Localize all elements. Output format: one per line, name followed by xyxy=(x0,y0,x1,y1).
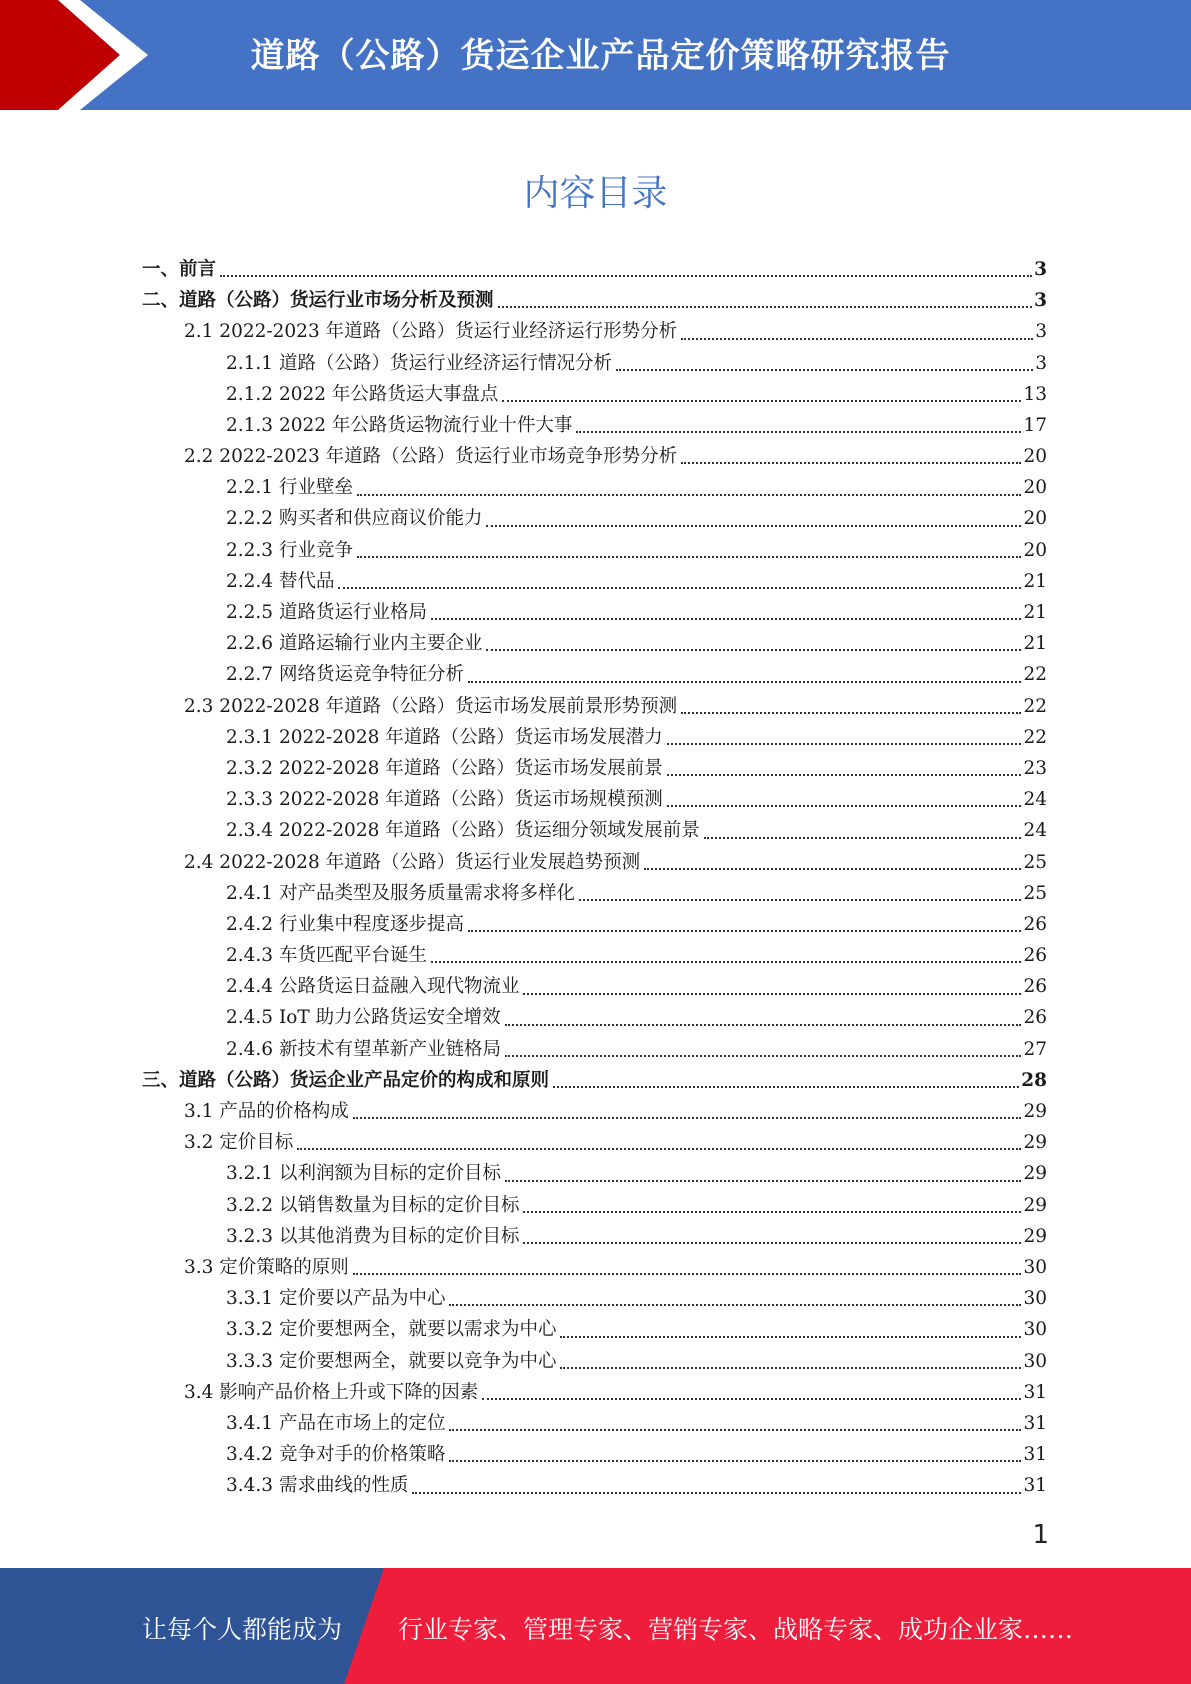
toc-entry-page: 21 xyxy=(1023,633,1047,655)
toc-entry-page: 22 xyxy=(1023,664,1047,686)
toc-entry[interactable] xyxy=(142,971,1047,1002)
toc-entry-title: 2.4.5 IoT 助力公路货运安全增效 xyxy=(226,1007,501,1029)
toc-entry[interactable] xyxy=(142,1439,1047,1470)
toc-dot-leader xyxy=(220,275,1032,277)
toc-dot-leader xyxy=(644,868,1021,870)
toc-dot-leader xyxy=(505,1180,1021,1182)
toc-entry[interactable] xyxy=(142,285,1047,316)
toc-entry-page: 17 xyxy=(1023,414,1047,436)
toc-entry-page: 24 xyxy=(1023,789,1047,811)
toc-dot-leader xyxy=(502,400,1021,402)
toc-entry-title: 3.2.2 以销售数量为目标的定价目标 xyxy=(226,1194,520,1216)
toc-entry-title: 2.4.6 新技术有望革新产业链格局 xyxy=(226,1038,501,1060)
toc-dot-leader xyxy=(523,1211,1021,1213)
toc-entry-page: 30 xyxy=(1023,1288,1047,1310)
toc-dot-leader xyxy=(505,1055,1021,1057)
toc-entry-page: 31 xyxy=(1023,1475,1047,1497)
toc-entry-title: 3.4.2 竞争对手的价格策略 xyxy=(226,1444,446,1466)
toc-entry-page: 20 xyxy=(1023,477,1047,499)
toc-entry[interactable] xyxy=(142,1283,1047,1314)
toc-dot-leader xyxy=(431,618,1021,620)
header-band xyxy=(0,0,1191,110)
toc-entry[interactable] xyxy=(142,1034,1047,1065)
toc-entry-page: 26 xyxy=(1023,945,1047,967)
toc-entry[interactable] xyxy=(142,1158,1047,1189)
toc-entry[interactable] xyxy=(142,1190,1047,1221)
toc-entry-title: 2.2.6 道路运输行业内主要企业 xyxy=(226,633,483,655)
toc-dot-leader xyxy=(468,681,1021,683)
toc-dot-leader xyxy=(704,837,1022,839)
toc-entry-page: 31 xyxy=(1023,1412,1047,1434)
toc-entry[interactable] xyxy=(142,535,1047,566)
toc-entry[interactable] xyxy=(142,1252,1047,1283)
toc-entry[interactable] xyxy=(142,1408,1047,1439)
document-title: 道路（公路）货运企业产品定价策略研究报告 xyxy=(250,36,951,76)
toc-entry-title: 三、道路（公路）货运企业产品定价的构成和原则 xyxy=(142,1069,550,1091)
toc-entry[interactable] xyxy=(142,1346,1047,1377)
toc-dot-leader xyxy=(468,930,1021,932)
toc-dot-leader xyxy=(579,899,1021,901)
toc-entry-page: 3 xyxy=(1035,352,1047,374)
toc-entry-title: 2.4.4 公路货运日益融入现代物流业 xyxy=(226,976,520,998)
toc-dot-leader xyxy=(576,431,1021,433)
toc-entry-title: 3.4 影响产品价格上升或下降的因素 xyxy=(184,1381,479,1403)
toc-entry[interactable] xyxy=(142,691,1047,722)
toc-dot-leader xyxy=(681,712,1021,714)
toc-entry[interactable] xyxy=(142,722,1047,753)
toc-entry-page: 31 xyxy=(1023,1381,1047,1403)
toc-entry-title: 2.4.2 行业集中程度逐步提高 xyxy=(226,913,464,935)
toc-entry-title: 2.4 2022-2028 年道路（公路）货运行业发展趋势预测 xyxy=(184,851,641,873)
toc-entry-page: 22 xyxy=(1023,695,1047,717)
toc-dot-leader xyxy=(297,1148,1021,1150)
toc-entry-title: 2.3.3 2022-2028 年道路（公路）货运市场规模预测 xyxy=(226,789,663,811)
toc-dot-leader xyxy=(523,1242,1021,1244)
toc-entry[interactable] xyxy=(142,1470,1047,1501)
toc-entry-title: 3.1 产品的价格构成 xyxy=(184,1101,349,1123)
toc-dot-leader xyxy=(560,1336,1021,1338)
toc-dot-leader xyxy=(667,805,1022,807)
toc-entry-page: 3 xyxy=(1035,321,1047,343)
toc-entry[interactable] xyxy=(142,316,1047,347)
toc-entry-page: 26 xyxy=(1023,913,1047,935)
toc-entry-title: 2.1.2 2022 年公路货运大事盘点 xyxy=(226,383,499,405)
toc-entry[interactable] xyxy=(142,659,1047,690)
toc-entry-page: 24 xyxy=(1023,820,1047,842)
toc-dot-leader xyxy=(486,649,1021,651)
toc-entry[interactable] xyxy=(142,1096,1047,1127)
toc-entry[interactable] xyxy=(142,1003,1047,1034)
toc-entry-title: 2.1 2022-2023 年道路（公路）货运行业经济运行形势分析 xyxy=(184,321,678,343)
toc-entry-page: 21 xyxy=(1023,570,1047,592)
toc-entry-page: 22 xyxy=(1023,726,1047,748)
toc-entry-title: 2.3.1 2022-2028 年道路（公路）货运市场发展潜力 xyxy=(226,726,663,748)
toc-dot-leader xyxy=(357,494,1022,496)
toc-entry-title: 3.4.3 需求曲线的性质 xyxy=(226,1475,409,1497)
page-number: 1 xyxy=(1032,1520,1049,1550)
toc-dot-leader xyxy=(681,462,1021,464)
toc-entry-title: 3.3.3 定价要想两全，就要以竞争为中心 xyxy=(226,1350,557,1372)
toc-entry-title: 2.2 2022-2023 年道路（公路）货运行业市场竞争形势分析 xyxy=(184,446,678,468)
toc-entry-page: 20 xyxy=(1023,539,1047,561)
toc-entry-page: 30 xyxy=(1023,1256,1047,1278)
toc-entry-title: 2.3.2 2022-2028 年道路（公路）货运市场发展前景 xyxy=(226,757,663,779)
toc-entry-page: 3 xyxy=(1034,258,1047,280)
toc-entry-page: 29 xyxy=(1023,1132,1047,1154)
toc-dot-leader xyxy=(431,961,1021,963)
toc-entry-page: 20 xyxy=(1023,508,1047,530)
toc-entry[interactable] xyxy=(142,379,1047,410)
toc-dot-leader xyxy=(486,525,1021,527)
toc-dot-leader xyxy=(357,556,1022,558)
toc-entry-page: 27 xyxy=(1023,1038,1047,1060)
toc-heading: 内容目录 xyxy=(523,173,668,214)
toc-entry[interactable] xyxy=(142,847,1047,878)
toc-dot-leader xyxy=(498,306,1033,308)
toc-dot-leader xyxy=(338,587,1021,589)
toc-dot-leader xyxy=(616,369,1033,371)
toc-dot-leader xyxy=(353,1273,1022,1275)
toc-entry-page: 31 xyxy=(1023,1444,1047,1466)
toc-entry-title: 2.2.3 行业竞争 xyxy=(226,539,353,561)
toc-dot-leader xyxy=(449,1460,1021,1462)
toc-entry-title: 3.4.1 产品在市场上的定位 xyxy=(226,1412,446,1434)
toc-entry-page: 26 xyxy=(1023,1007,1047,1029)
toc-dot-leader xyxy=(681,338,1033,340)
toc-entry[interactable] xyxy=(142,472,1047,503)
toc-entry[interactable] xyxy=(142,566,1047,597)
toc-entry[interactable] xyxy=(142,753,1047,784)
toc-entry-title: 2.3 2022-2028 年道路（公路）货运市场发展前景形势预测 xyxy=(184,695,678,717)
toc-entry-page: 25 xyxy=(1023,882,1047,904)
toc-entry[interactable] xyxy=(142,410,1047,441)
toc-entry-page: 20 xyxy=(1023,446,1047,468)
toc-dot-leader xyxy=(667,743,1022,745)
toc-dot-leader xyxy=(449,1429,1021,1431)
toc-dot-leader xyxy=(667,774,1022,776)
toc-entry[interactable] xyxy=(142,1377,1047,1408)
toc-dot-leader xyxy=(560,1367,1021,1369)
toc-entry[interactable] xyxy=(142,628,1047,659)
toc-entry-title: 2.2.7 网络货运竞争特征分析 xyxy=(226,664,464,686)
toc-dot-leader xyxy=(523,993,1021,995)
footer-band xyxy=(0,1568,1191,1684)
toc-entry-title: 3.2 定价目标 xyxy=(184,1132,294,1154)
toc-entry-title: 3.3 定价策略的原则 xyxy=(184,1256,349,1278)
toc-entry[interactable] xyxy=(142,348,1047,379)
table-of-contents xyxy=(142,254,1047,1502)
toc-entry[interactable] xyxy=(142,597,1047,628)
toc-dot-leader xyxy=(553,1086,1019,1088)
toc-entry-page: 3 xyxy=(1034,290,1047,312)
toc-entry[interactable] xyxy=(142,504,1047,535)
toc-entry-page: 28 xyxy=(1021,1069,1047,1091)
toc-entry-title: 2.2.5 道路货运行业格局 xyxy=(226,602,427,624)
toc-entry-page: 29 xyxy=(1023,1194,1047,1216)
toc-entry-title: 2.2.2 购买者和供应商议价能力 xyxy=(226,508,483,530)
toc-entry[interactable] xyxy=(142,815,1047,846)
toc-dot-leader xyxy=(412,1492,1021,1494)
toc-entry[interactable] xyxy=(142,1314,1047,1345)
toc-entry-title: 2.4.3 车货匹配平台诞生 xyxy=(226,945,427,967)
toc-entry-page: 13 xyxy=(1023,383,1047,405)
toc-entry[interactable] xyxy=(142,254,1047,285)
toc-entry-title: 2.4.1 对产品类型及服务质量需求将多样化 xyxy=(226,882,575,904)
toc-entry-title: 2.1.1 道路（公路）货运行业经济运行情况分析 xyxy=(226,352,612,374)
footer-slogan-left: 让每个人都能成为 xyxy=(142,1615,343,1644)
toc-entry[interactable] xyxy=(142,441,1047,472)
toc-entry-title: 3.2.1 以利润额为目标的定价目标 xyxy=(226,1163,501,1185)
toc-entry[interactable] xyxy=(142,1127,1047,1158)
toc-entry-title: 3.2.3 以其他消费为目标的定价目标 xyxy=(226,1225,520,1247)
toc-entry-page: 21 xyxy=(1023,602,1047,624)
toc-entry-page: 30 xyxy=(1023,1350,1047,1372)
toc-dot-leader xyxy=(482,1398,1021,1400)
footer-slogan-right: 行业专家、管理专家、营销专家、战略专家、成功企业家…… xyxy=(398,1615,1074,1644)
toc-entry[interactable] xyxy=(142,878,1047,909)
toc-dot-leader xyxy=(449,1304,1021,1306)
toc-entry[interactable] xyxy=(142,1065,1047,1096)
toc-entry-page: 29 xyxy=(1023,1163,1047,1185)
toc-entry[interactable] xyxy=(142,784,1047,815)
toc-entry[interactable] xyxy=(142,1221,1047,1252)
toc-entry-title: 2.1.3 2022 年公路货运物流行业十件大事 xyxy=(226,414,573,436)
toc-entry-title: 2.2.4 替代品 xyxy=(226,570,335,592)
toc-dot-leader xyxy=(353,1117,1022,1119)
toc-entry-title: 2.2.1 行业壁垒 xyxy=(226,477,353,499)
toc-entry-title: 3.3.1 定价要以产品为中心 xyxy=(226,1288,446,1310)
toc-entry-page: 25 xyxy=(1023,851,1047,873)
toc-entry-page: 23 xyxy=(1023,757,1047,779)
toc-entry-page: 29 xyxy=(1023,1225,1047,1247)
toc-entry-title: 2.3.4 2022-2028 年道路（公路）货运细分领域发展前景 xyxy=(226,820,700,842)
toc-entry[interactable] xyxy=(142,940,1047,971)
toc-entry[interactable] xyxy=(142,909,1047,940)
toc-entry-title: 一、前言 xyxy=(142,258,217,280)
toc-entry-page: 30 xyxy=(1023,1319,1047,1341)
toc-entry-page: 26 xyxy=(1023,976,1047,998)
toc-entry-title: 二、道路（公路）货运行业市场分析及预测 xyxy=(142,290,494,312)
toc-entry-page: 29 xyxy=(1023,1101,1047,1123)
toc-dot-leader xyxy=(505,1024,1022,1026)
toc-entry-title: 3.3.2 定价要想两全，就要以需求为中心 xyxy=(226,1319,557,1341)
